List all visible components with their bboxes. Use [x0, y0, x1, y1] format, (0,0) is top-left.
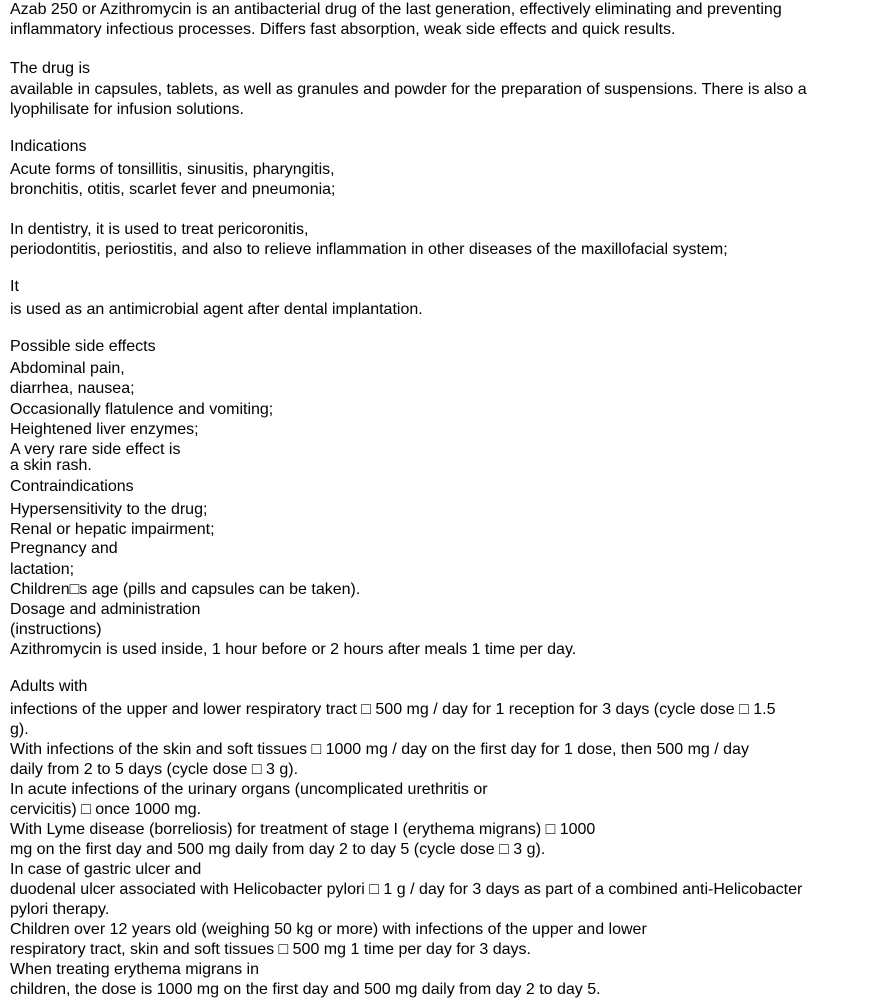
text-line: Children over 12 years old (weighing 50 kg or more) with infections of the upper and lower — [10, 921, 647, 938]
text-line: pylori therapy. — [10, 901, 110, 918]
text-line: With infections of the skin and soft tissues □ 1000 mg / day on the first day for 1 dose, then 500 mg / day — [10, 741, 749, 758]
text-line: inflammatory infectious processes. Differs fast absorption, weak side effects and quick results. — [10, 21, 676, 38]
text-line: lactation; — [10, 561, 75, 578]
text-line: Occasionally flatulence and vomiting; — [10, 401, 274, 418]
text-line: is used as an antimicrobial agent after dental implantation. — [10, 301, 423, 318]
text-line: (instructions) — [10, 621, 102, 638]
text-line: periodontitis, periostitis, and also to relieve inflammation in other diseases of the maxillofacial system; — [10, 241, 728, 258]
text-line: available in capsules, tablets, as well as granules and powder for the preparation of suspensions. There is also a — [10, 81, 807, 98]
text-line: A very rare side effect is — [10, 441, 181, 458]
section-heading-contraindications: Contraindications — [10, 478, 134, 495]
text-line: In acute infections of the urinary organs (uncomplicated urethritis or — [10, 781, 488, 798]
text-line: Heightened liver enzymes; — [10, 421, 199, 438]
text-line: a skin rash. — [10, 457, 92, 474]
text-line: g). — [10, 721, 29, 738]
text-line: duodenal ulcer associated with Helicobacter pylori □ 1 g / day for 3 days as part of a combined anti-Helicobacter — [10, 881, 803, 898]
section-heading-indications: Indications — [10, 138, 87, 155]
text-line: In case of gastric ulcer and — [10, 861, 202, 878]
text-line: When treating erythema migrans in — [10, 961, 259, 978]
text-line: infections of the upper and lower respiratory tract □ 500 mg / day for 1 reception for 3 days (cycle dose □ 1.5 — [10, 701, 776, 718]
text-line: It — [10, 278, 19, 295]
text-line: Renal or hepatic impairment; — [10, 521, 215, 538]
text-line: With Lyme disease (borreliosis) for treatment of stage I (erythema migrans) □ 1000 — [10, 821, 596, 838]
text-line: Hypersensitivity to the drug; — [10, 501, 208, 518]
section-heading-side-effects: Possible side effects — [10, 338, 156, 355]
text-line: In dentistry, it is used to treat pericoronitis, — [10, 221, 309, 238]
section-heading-dosage: Dosage and administration — [10, 601, 201, 618]
text-line: Abdominal pain, — [10, 360, 125, 377]
text-line: Children□s age (pills and capsules can be taken). — [10, 581, 361, 598]
text-line: mg on the first day and 500 mg daily from day 2 to day 5 (cycle dose □ 3 g). — [10, 841, 546, 858]
text-line: The drug is — [10, 60, 91, 77]
text-line: Adults with — [10, 678, 88, 695]
text-line: daily from 2 to 5 days (cycle dose □ 3 g). — [10, 761, 299, 778]
text-line: Azab 250 or Azithromycin is an antibacterial drug of the last generation, effectively eliminating and preventing — [10, 1, 782, 18]
text-line: Pregnancy and — [10, 540, 118, 557]
text-line: respiratory tract, skin and soft tissues □ 500 mg 1 time per day for 3 days. — [10, 941, 531, 958]
text-line: Azithromycin is used inside, 1 hour before or 2 hours after meals 1 time per day. — [10, 641, 577, 658]
text-line: diarrhea, nausea; — [10, 380, 135, 397]
text-line: cervicitis) □ once 1000 mg. — [10, 801, 202, 818]
text-line: bronchitis, otitis, scarlet fever and pneumonia; — [10, 181, 336, 198]
text-line: lyophilisate for infusion solutions. — [10, 101, 244, 118]
text-line: Acute forms of tonsillitis, sinusitis, pharyngitis, — [10, 161, 335, 178]
text-line: children, the dose is 1000 mg on the first day and 500 mg daily from day 2 to day 5. — [10, 981, 601, 998]
